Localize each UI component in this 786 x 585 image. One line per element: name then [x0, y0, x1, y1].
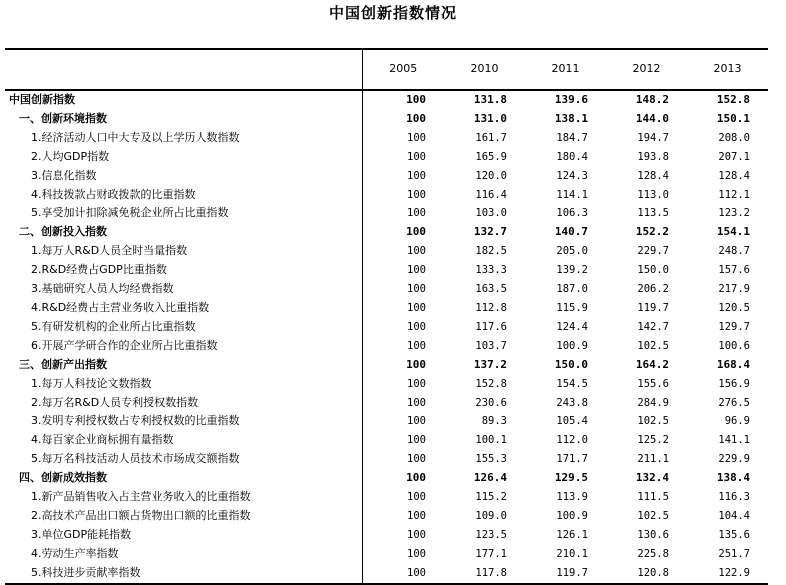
cell-value-2012: 120.8 — [606, 564, 687, 584]
cell-value-2005: 100 — [406, 93, 426, 106]
cell-value-2013: 112.1 — [718, 188, 750, 201]
cell-value-2012: 142.7 — [637, 320, 669, 333]
cell-value-2005: 100 — [406, 471, 426, 485]
cell-value-2005: 100 — [407, 131, 426, 144]
cell-value-2005: 100 — [407, 509, 426, 522]
row-label: 5.科技进步贡献率指数 — [5, 564, 362, 584]
cell-value-2011: 150.0 — [554, 357, 588, 371]
row-label: 4.每百家企业商标拥有量指数 — [5, 431, 362, 450]
row-label: 4.劳动生产率指数 — [5, 545, 362, 564]
cell-value-2011: 114.1 — [556, 188, 588, 201]
row-label: 5.有研发机构的企业所占比重指数 — [5, 318, 362, 337]
cell-value-2012: 113.5 — [637, 207, 669, 220]
cell-value-2005: 100 — [406, 225, 426, 239]
cell-value-2012: 225.8 — [637, 547, 669, 560]
cell-value-2011: 113.9 — [556, 491, 588, 504]
cell-value-2013: 141.1 — [718, 434, 750, 447]
cell-value-2012: 102.5 — [637, 415, 669, 428]
cell-value-2013: 122.9 — [687, 564, 768, 584]
cell-value-2011: 100.9 — [556, 339, 588, 352]
cell-value-2011: 126.1 — [556, 528, 588, 541]
cell-value-2013: 104.4 — [718, 509, 750, 522]
table-body — [5, 90, 768, 584]
page-title: 中国创新指数情况 — [328, 4, 457, 22]
cell-value-2011: 138.1 — [554, 111, 588, 125]
row-label: 三、创新产出指数 — [5, 356, 362, 375]
cell-value-2010: 155.3 — [475, 453, 507, 466]
row-label: 1.经济活动人口中大专及以上学历人数指数 — [5, 129, 362, 148]
cell-value-2013: 276.5 — [718, 396, 750, 409]
cell-value-2005: 100 — [407, 301, 426, 314]
cell-value-2005: 100 — [407, 188, 426, 201]
table-row — [5, 280, 768, 299]
table-row — [5, 90, 768, 110]
cell-value-2005: 100 — [407, 150, 426, 163]
cell-value-2011: 119.7 — [525, 564, 606, 584]
cell-value-2005: 100 — [407, 528, 426, 541]
table-row — [5, 507, 768, 526]
cell-value-2010: 161.7 — [475, 131, 507, 144]
cell-value-2012: 130.6 — [637, 528, 669, 541]
cell-value-2012: 128.4 — [637, 169, 669, 182]
table-row — [5, 375, 768, 394]
cell-value-2011: 139.2 — [556, 264, 588, 277]
cell-value-2010: 163.5 — [475, 283, 507, 296]
table-row — [5, 318, 768, 337]
table-row — [5, 526, 768, 545]
table-row — [5, 242, 768, 261]
cell-value-2013: 116.3 — [718, 491, 750, 504]
cell-value-2010: 117.6 — [475, 320, 507, 333]
cell-value-2013: 150.1 — [716, 111, 750, 125]
cell-value-2005: 100 — [406, 111, 426, 125]
cell-value-2005: 100 — [407, 547, 426, 560]
cell-value-2010: 137.2 — [473, 357, 507, 371]
row-label: 3.发明专利授权数占专利授权数的比重指数 — [5, 412, 362, 431]
cell-value-2013: 123.2 — [718, 207, 750, 220]
table-row — [5, 488, 768, 507]
cell-value-2012: 148.2 — [635, 93, 669, 106]
cell-value-2005: 100 — [407, 169, 426, 182]
cell-value-2010: 103.0 — [475, 207, 507, 220]
cell-value-2011: 171.7 — [556, 453, 588, 466]
cell-value-2012: 102.5 — [637, 509, 669, 522]
row-label: 3.单位GDP能耗指数 — [5, 526, 362, 545]
row-label: 4.科技拨款占财政拨款的比重指数 — [5, 186, 362, 205]
cell-value-2013: 168.4 — [716, 357, 750, 371]
header-year-2012: 2012 — [606, 49, 687, 90]
cell-value-2005: 100 — [407, 264, 426, 277]
cell-value-2011: 124.4 — [556, 320, 588, 333]
cell-value-2005: 100 — [407, 320, 426, 333]
cell-value-2010: 133.3 — [475, 264, 507, 277]
cell-value-2010: 123.5 — [475, 528, 507, 541]
row-label: 1.新产品销售收入占主营业务收入的比重指数 — [5, 488, 362, 507]
cell-value-2010: 103.7 — [475, 339, 507, 352]
cell-value-2013: 128.4 — [718, 169, 750, 182]
cell-value-2013: 138.4 — [716, 471, 750, 485]
cell-value-2011: 106.3 — [556, 207, 588, 220]
cell-value-2012: 113.0 — [637, 188, 669, 201]
cell-value-2011: 115.9 — [556, 301, 588, 314]
cell-value-2012: 229.7 — [637, 245, 669, 258]
header-year-2005: 2005 — [362, 49, 444, 90]
cell-value-2012: 102.5 — [637, 339, 669, 352]
cell-value-2013: 152.8 — [716, 93, 750, 106]
cell-value-2012: 152.2 — [635, 225, 669, 239]
table-row — [5, 129, 768, 148]
row-label: 中国创新指数 — [5, 90, 362, 110]
cell-value-2010: 132.7 — [473, 225, 507, 239]
cell-value-2013: 156.9 — [718, 377, 750, 390]
cell-value-2011: 100.9 — [556, 509, 588, 522]
cell-value-2011: 180.4 — [556, 150, 588, 163]
cell-value-2012: 132.4 — [635, 471, 669, 485]
row-label: 1.每万人R&D人员全时当量指数 — [5, 242, 362, 261]
cell-value-2010: 131.0 — [473, 111, 507, 125]
cell-value-2013: 248.7 — [718, 245, 750, 258]
cell-value-2012: 211.1 — [637, 453, 669, 466]
row-label: 二、创新投入指数 — [5, 223, 362, 242]
cell-value-2013: 207.1 — [718, 150, 750, 163]
index-table — [5, 48, 768, 585]
cell-value-2010: 109.0 — [475, 509, 507, 522]
cell-value-2011: 124.3 — [556, 169, 588, 182]
table-row — [5, 564, 768, 584]
row-label: 4.R&D经费占主营业务收入比重指数 — [5, 299, 362, 318]
row-label: 3.信息化指数 — [5, 167, 362, 186]
row-label: 3.基础研究人员人均经费指数 — [5, 280, 362, 299]
table-row — [5, 412, 768, 431]
cell-value-2012: 155.6 — [637, 377, 669, 390]
table-row — [5, 337, 768, 356]
row-label: 6.开展产学研合作的企业所占比重指数 — [5, 337, 362, 356]
cell-value-2013: 120.5 — [718, 301, 750, 314]
table-row — [5, 450, 768, 469]
cell-value-2013: 229.9 — [718, 453, 750, 466]
cell-value-2010: 165.9 — [475, 150, 507, 163]
cell-value-2010: 116.4 — [475, 188, 507, 201]
cell-value-2013: 208.0 — [718, 131, 750, 144]
cell-value-2010: 89.3 — [481, 415, 507, 428]
table-row — [5, 204, 768, 223]
row-label: 5.每万名科技活动人员技术市场成交额指数 — [5, 450, 362, 469]
cell-value-2010: 100.1 — [475, 434, 507, 447]
cell-value-2010: 115.2 — [475, 491, 507, 504]
row-label: 2.每万名R&D人员专利授权数指数 — [5, 394, 362, 413]
cell-value-2011: 129.5 — [554, 471, 588, 485]
cell-value-2005: 100 — [407, 377, 426, 390]
row-label: 2.高技术产品出口额占货物出口额的比重指数 — [5, 507, 362, 526]
cell-value-2013: 251.7 — [718, 547, 750, 560]
cell-value-2011: 112.0 — [556, 434, 588, 447]
cell-value-2011: 205.0 — [556, 245, 588, 258]
cell-value-2012: 119.7 — [637, 301, 669, 314]
cell-value-2012: 125.2 — [637, 434, 669, 447]
table-row — [5, 431, 768, 450]
header-year-2011: 2011 — [525, 49, 606, 90]
row-label: 2.R&D经费占GDP比重指数 — [5, 261, 362, 280]
cell-value-2011: 154.5 — [556, 377, 588, 390]
table-row — [5, 167, 768, 186]
cell-value-2012: 111.5 — [637, 491, 669, 504]
cell-value-2005: 100 — [407, 415, 426, 428]
cell-value-2005: 100 — [407, 283, 426, 296]
header-year-2013: 2013 — [687, 49, 768, 90]
header-label-column — [5, 49, 362, 90]
cell-value-2010: 131.8 — [473, 93, 507, 106]
table-row — [5, 545, 768, 564]
cell-value-2013: 157.6 — [718, 264, 750, 277]
table-row — [5, 148, 768, 167]
cell-value-2011: 140.7 — [554, 225, 588, 239]
cell-value-2010: 120.0 — [475, 169, 507, 182]
cell-value-2011: 187.0 — [556, 283, 588, 296]
cell-value-2012: 284.9 — [637, 396, 669, 409]
row-label: 2.人均GDP指数 — [5, 148, 362, 167]
cell-value-2013: 154.1 — [716, 225, 750, 239]
cell-value-2005: 100 — [407, 207, 426, 220]
cell-value-2005: 100 — [407, 434, 426, 447]
cell-value-2010: 152.8 — [475, 377, 507, 390]
cell-value-2011: 243.8 — [556, 396, 588, 409]
table-row — [5, 110, 768, 129]
table-header-row — [5, 49, 768, 90]
cell-value-2010: 230.6 — [475, 396, 507, 409]
row-label: 四、创新成效指数 — [5, 469, 362, 488]
cell-value-2005: 100 — [407, 396, 426, 409]
table-row — [5, 223, 768, 242]
cell-value-2012: 150.0 — [637, 264, 669, 277]
row-label: 1.每万人科技论文数指数 — [5, 375, 362, 394]
cell-value-2012: 144.0 — [635, 111, 669, 125]
row-label: 一、创新环境指数 — [5, 110, 362, 129]
table-row — [5, 356, 768, 375]
cell-value-2005: 100 — [407, 453, 426, 466]
table-row — [5, 299, 768, 318]
cell-value-2010: 126.4 — [473, 471, 507, 485]
cell-value-2011: 210.1 — [556, 547, 588, 560]
cell-value-2011: 184.7 — [556, 131, 588, 144]
table-row — [5, 469, 768, 488]
cell-value-2013: 100.6 — [718, 339, 750, 352]
header-year-2010: 2010 — [444, 49, 525, 90]
table-row — [5, 394, 768, 413]
cell-value-2010: 117.8 — [444, 564, 525, 584]
cell-value-2013: 96.9 — [724, 415, 750, 428]
cell-value-2012: 164.2 — [635, 357, 669, 371]
cell-value-2010: 112.8 — [475, 301, 507, 314]
table-row — [5, 261, 768, 280]
cell-value-2012: 206.2 — [637, 283, 669, 296]
cell-value-2010: 177.1 — [475, 547, 507, 560]
cell-value-2005: 100 — [407, 491, 426, 504]
cell-value-2013: 217.9 — [718, 283, 750, 296]
cell-value-2012: 194.7 — [637, 131, 669, 144]
cell-value-2005: 100 — [406, 357, 426, 371]
cell-value-2010: 182.5 — [475, 245, 507, 258]
cell-value-2012: 193.8 — [637, 150, 669, 163]
row-label: 5.享受加计扣除减免税企业所占比重指数 — [5, 204, 362, 223]
cell-value-2005: 100 — [362, 564, 444, 584]
table-row — [5, 186, 768, 205]
cell-value-2011: 139.6 — [554, 93, 588, 106]
cell-value-2005: 100 — [407, 339, 426, 352]
cell-value-2013: 135.6 — [718, 528, 750, 541]
cell-value-2005: 100 — [407, 245, 426, 258]
cell-value-2013: 129.7 — [718, 320, 750, 333]
cell-value-2011: 105.4 — [556, 415, 588, 428]
